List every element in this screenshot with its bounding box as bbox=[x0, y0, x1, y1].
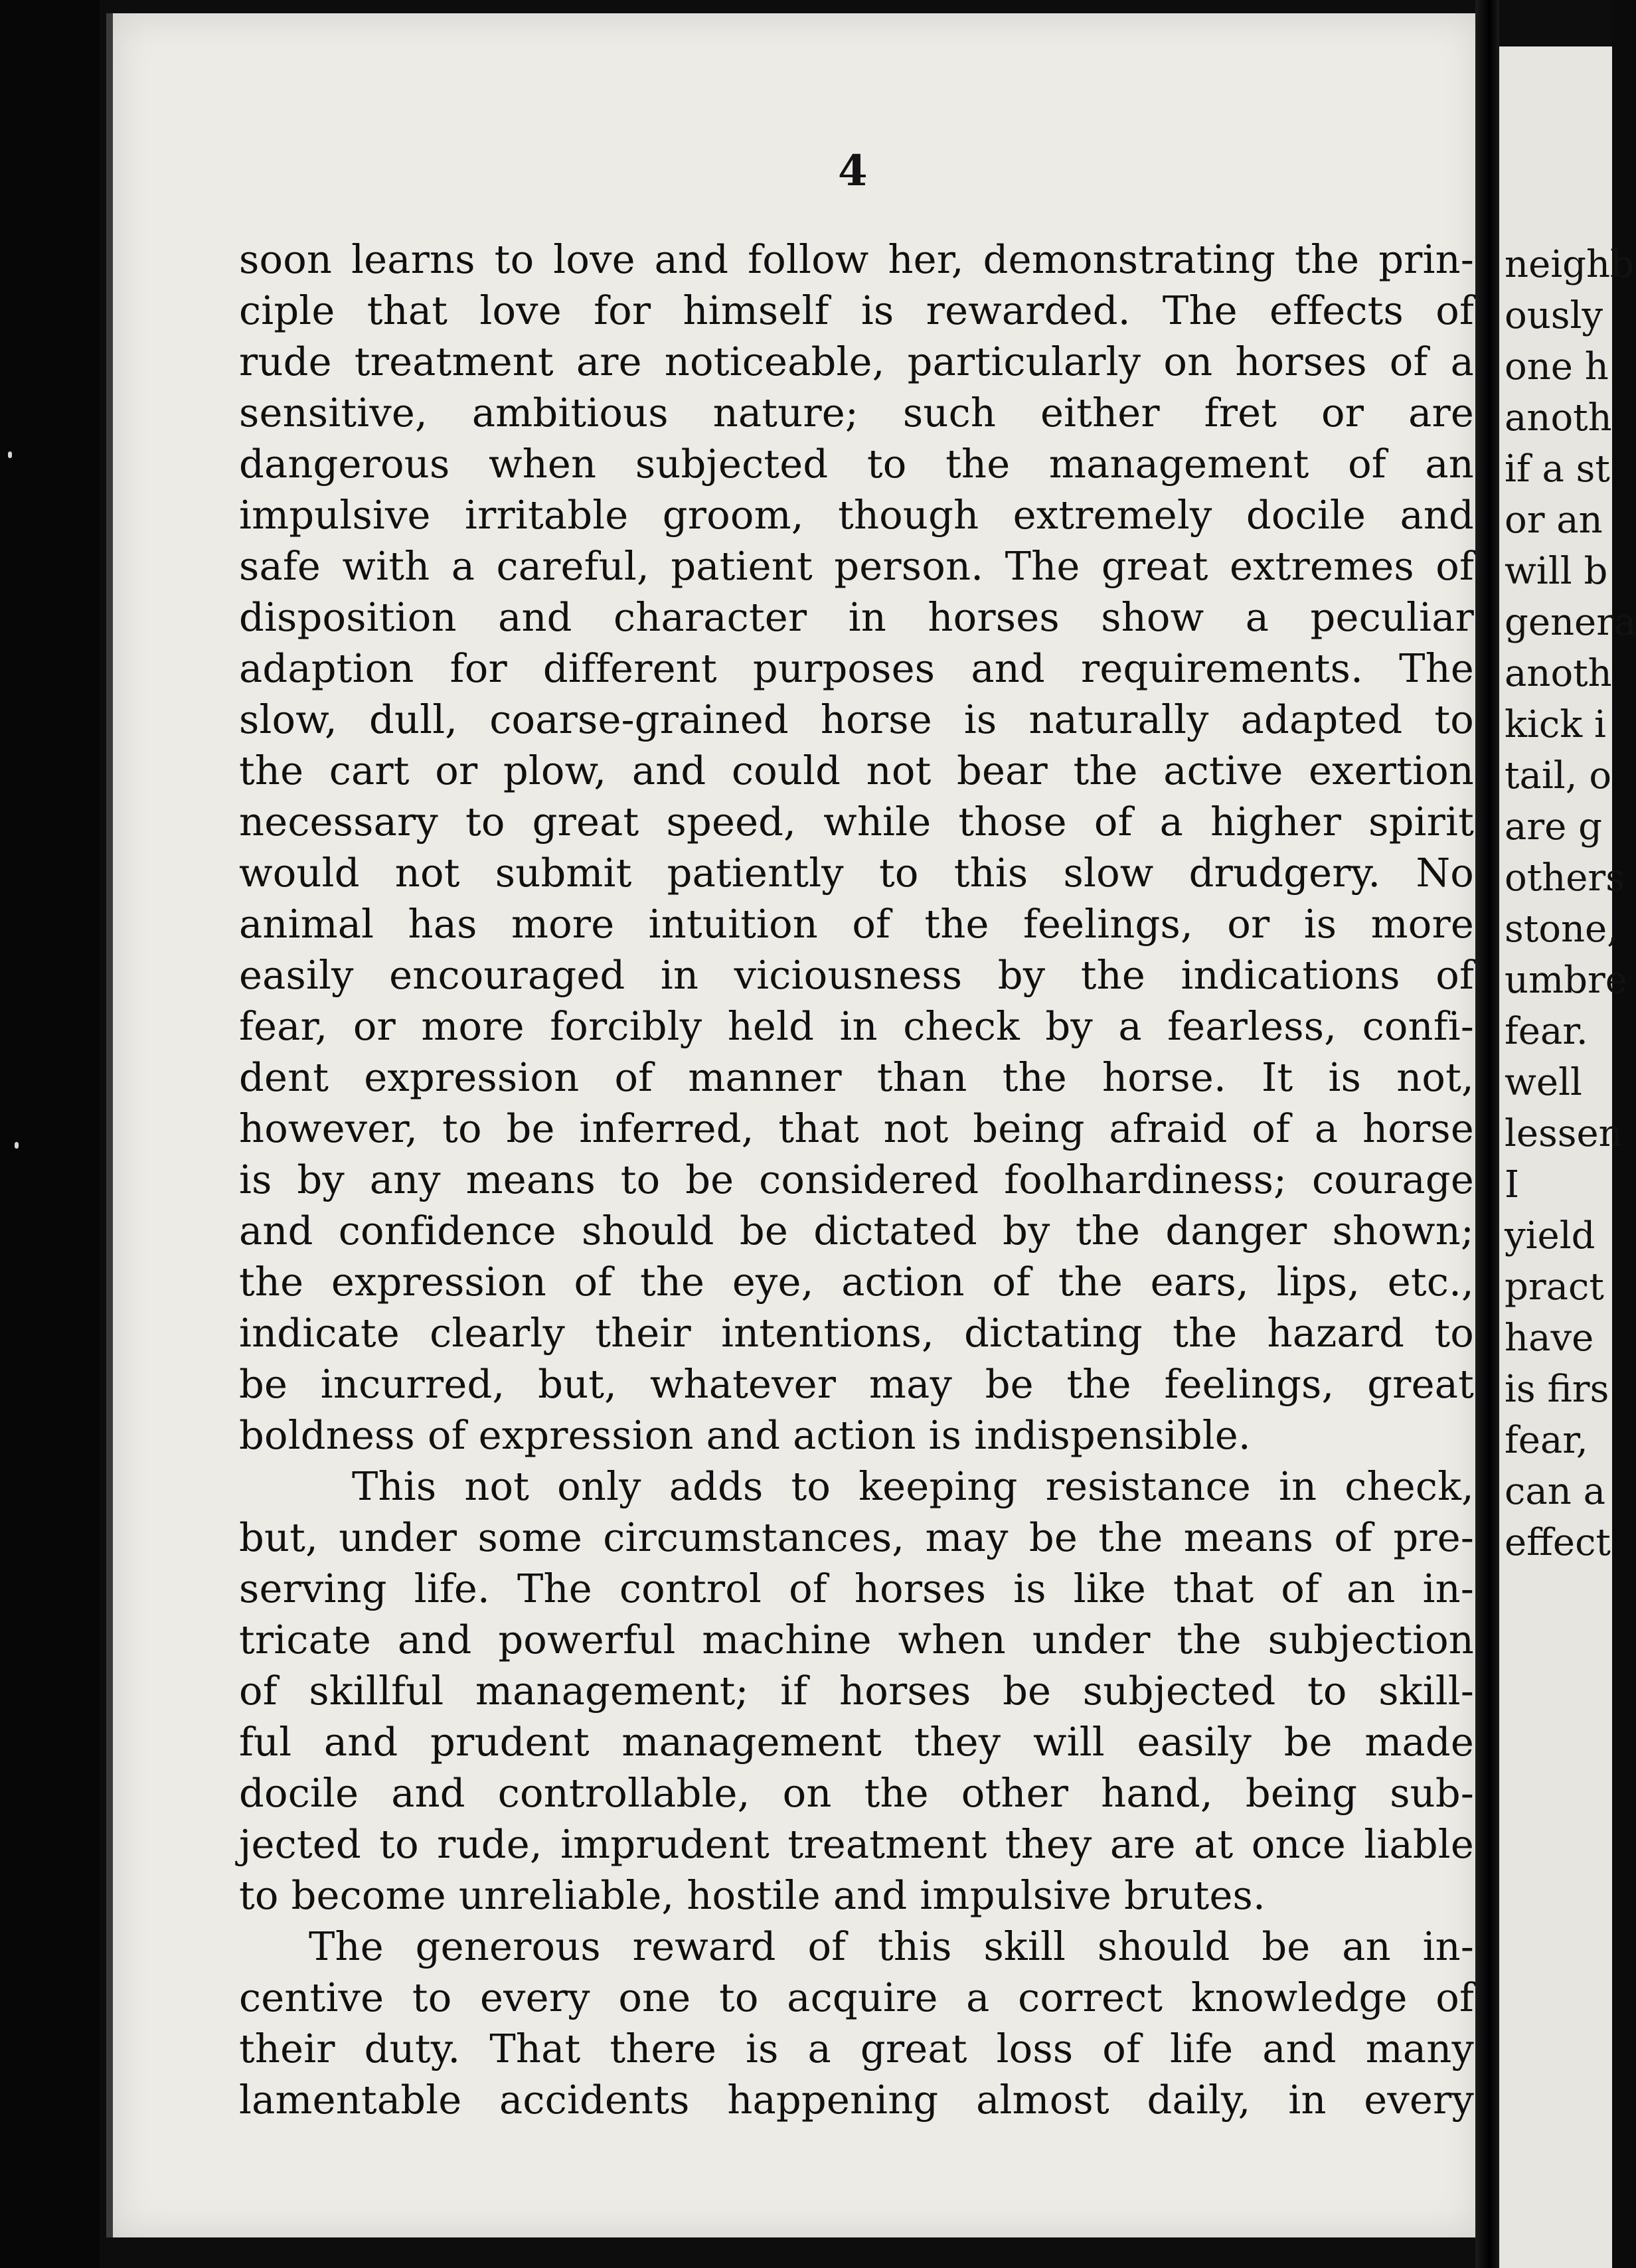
facing-text-line: kick i bbox=[1505, 703, 1606, 746]
text-line: would not submit patiently to this slow drudgery. No bbox=[239, 850, 1474, 896]
text-line: centive to every one to acquire a correct knowledge of bbox=[239, 1975, 1474, 2020]
text-line: This not only adds to keeping resistance in check, bbox=[352, 1463, 1474, 1509]
text-line: tricate and powerful machine when under the subjection bbox=[239, 1617, 1474, 1662]
text-line: and confidence should be dictated by the danger shown; bbox=[239, 1208, 1474, 1254]
facing-text-line: will b bbox=[1505, 550, 1608, 593]
facing-text-line: stone, bbox=[1505, 908, 1619, 951]
text-line: is by any means to be considered foolhardiness; courage bbox=[239, 1157, 1474, 1202]
facing-text-line: well bbox=[1505, 1061, 1582, 1104]
text-line: their duty. That there is a great loss of life and many bbox=[239, 2026, 1474, 2071]
text-line: but, under some circumstances, may be the means of pre- bbox=[239, 1514, 1474, 1560]
text-line: serving life. The control of horses is like that of an in- bbox=[239, 1566, 1474, 1611]
facing-text-line: ously bbox=[1505, 294, 1603, 337]
facing-text-line: umbre bbox=[1505, 959, 1627, 1002]
text-line: dangerous when subjected to the management of an bbox=[239, 441, 1474, 487]
facing-text-line: fear, bbox=[1505, 1419, 1588, 1462]
facing-text-line: have bbox=[1505, 1317, 1594, 1360]
text-line: easily encouraged in viciousness by the indications of bbox=[239, 952, 1474, 998]
text-line: lamentable accidents happening almost daily, in every bbox=[239, 2077, 1474, 2123]
left-margin bbox=[0, 0, 100, 2268]
facing-text-line: others bbox=[1505, 856, 1625, 900]
page-number: 4 bbox=[838, 146, 868, 196]
text-line: slow, dull, coarse-grained horse is naturally adapted to bbox=[239, 696, 1474, 742]
text-line: animal has more intuition of the feelings, or is more bbox=[239, 901, 1474, 947]
text-line: however, to be inferred, that not being afraid of a horse bbox=[239, 1105, 1474, 1151]
text-line: fear, or more forcibly held in check by a fearless, confi- bbox=[239, 1003, 1474, 1049]
book-gutter bbox=[1475, 0, 1499, 2268]
facing-text-line: tail, o bbox=[1505, 754, 1612, 797]
text-line: to become unreliable, hostile and impulsive brutes. bbox=[239, 1872, 1266, 1918]
facing-text-line: or an bbox=[1505, 499, 1603, 542]
text-line: indicate clearly their intentions, dictating the hazard to bbox=[239, 1310, 1474, 1356]
text-line: disposition and character in horses show a peculiar bbox=[239, 594, 1474, 640]
binding-speck bbox=[8, 451, 12, 458]
facing-text-line: I bbox=[1505, 1163, 1520, 1206]
text-line: be incurred, but, whatever may be the feelings, great bbox=[239, 1361, 1474, 1407]
text-line: the expression of the eye, action of the ears, lips, etc., bbox=[239, 1259, 1474, 1305]
text-line: rude treatment are noticeable, particularly on horses of a bbox=[239, 339, 1474, 384]
facing-text-line: is firs bbox=[1505, 1368, 1609, 1411]
facing-text-line: lessen bbox=[1505, 1112, 1623, 1155]
facing-text-line: if a st bbox=[1505, 447, 1610, 491]
text-line: safe with a careful, patient person. The great extremes of bbox=[239, 543, 1474, 589]
text-line: adaption for different purposes and requirements. The bbox=[239, 645, 1474, 691]
facing-text-line: one h bbox=[1505, 345, 1609, 388]
facing-page-text bbox=[1505, 239, 1636, 1568]
facing-text-line: neighb bbox=[1505, 243, 1634, 286]
text-line: The generous reward of this skill should be an in- bbox=[309, 1923, 1474, 1969]
text-line: sensitive, ambitious nature; such either fret or are bbox=[239, 390, 1474, 436]
text-line: dent expression of manner than the horse. It is not, bbox=[239, 1054, 1474, 1100]
text-line: jected to rude, imprudent treatment they are at once liable bbox=[239, 1821, 1474, 1867]
text-line: impulsive irritable groom, though extremely docile and bbox=[239, 492, 1474, 538]
facing-text-line: fear. bbox=[1505, 1010, 1588, 1053]
facing-text-line: are g bbox=[1505, 805, 1602, 849]
facing-text-line: genera bbox=[1505, 601, 1636, 644]
text-line: boldness of expression and action is indispensible. bbox=[239, 1412, 1251, 1458]
facing-text-line: yield bbox=[1505, 1214, 1595, 1257]
text-line: docile and controllable, on the other hand, being sub- bbox=[239, 1770, 1474, 1816]
facing-page bbox=[1499, 46, 1636, 2268]
text-line: the cart or plow, and could not bear the active exertion bbox=[239, 748, 1474, 793]
facing-text-line: anoth bbox=[1505, 396, 1612, 440]
text-line: ful and prudent management they will easily be made bbox=[239, 1719, 1474, 1765]
text-line: of skillful management; if horses be subjected to skill- bbox=[239, 1668, 1474, 1714]
body-text bbox=[239, 234, 1474, 2125]
binding-speck bbox=[15, 1142, 19, 1149]
facing-text-line: can a bbox=[1505, 1470, 1606, 1513]
facing-text-line: effect bbox=[1505, 1521, 1611, 1564]
facing-text-line: pract bbox=[1505, 1265, 1604, 1309]
text-line: necessary to great speed, while those of a higher spirit bbox=[239, 799, 1474, 845]
text-line: ciple that love for himself is rewarded. The effects of bbox=[239, 287, 1474, 333]
text-line: soon learns to love and follow her, demonstrating the prin- bbox=[239, 236, 1474, 282]
facing-text-line: anoth bbox=[1505, 652, 1612, 695]
